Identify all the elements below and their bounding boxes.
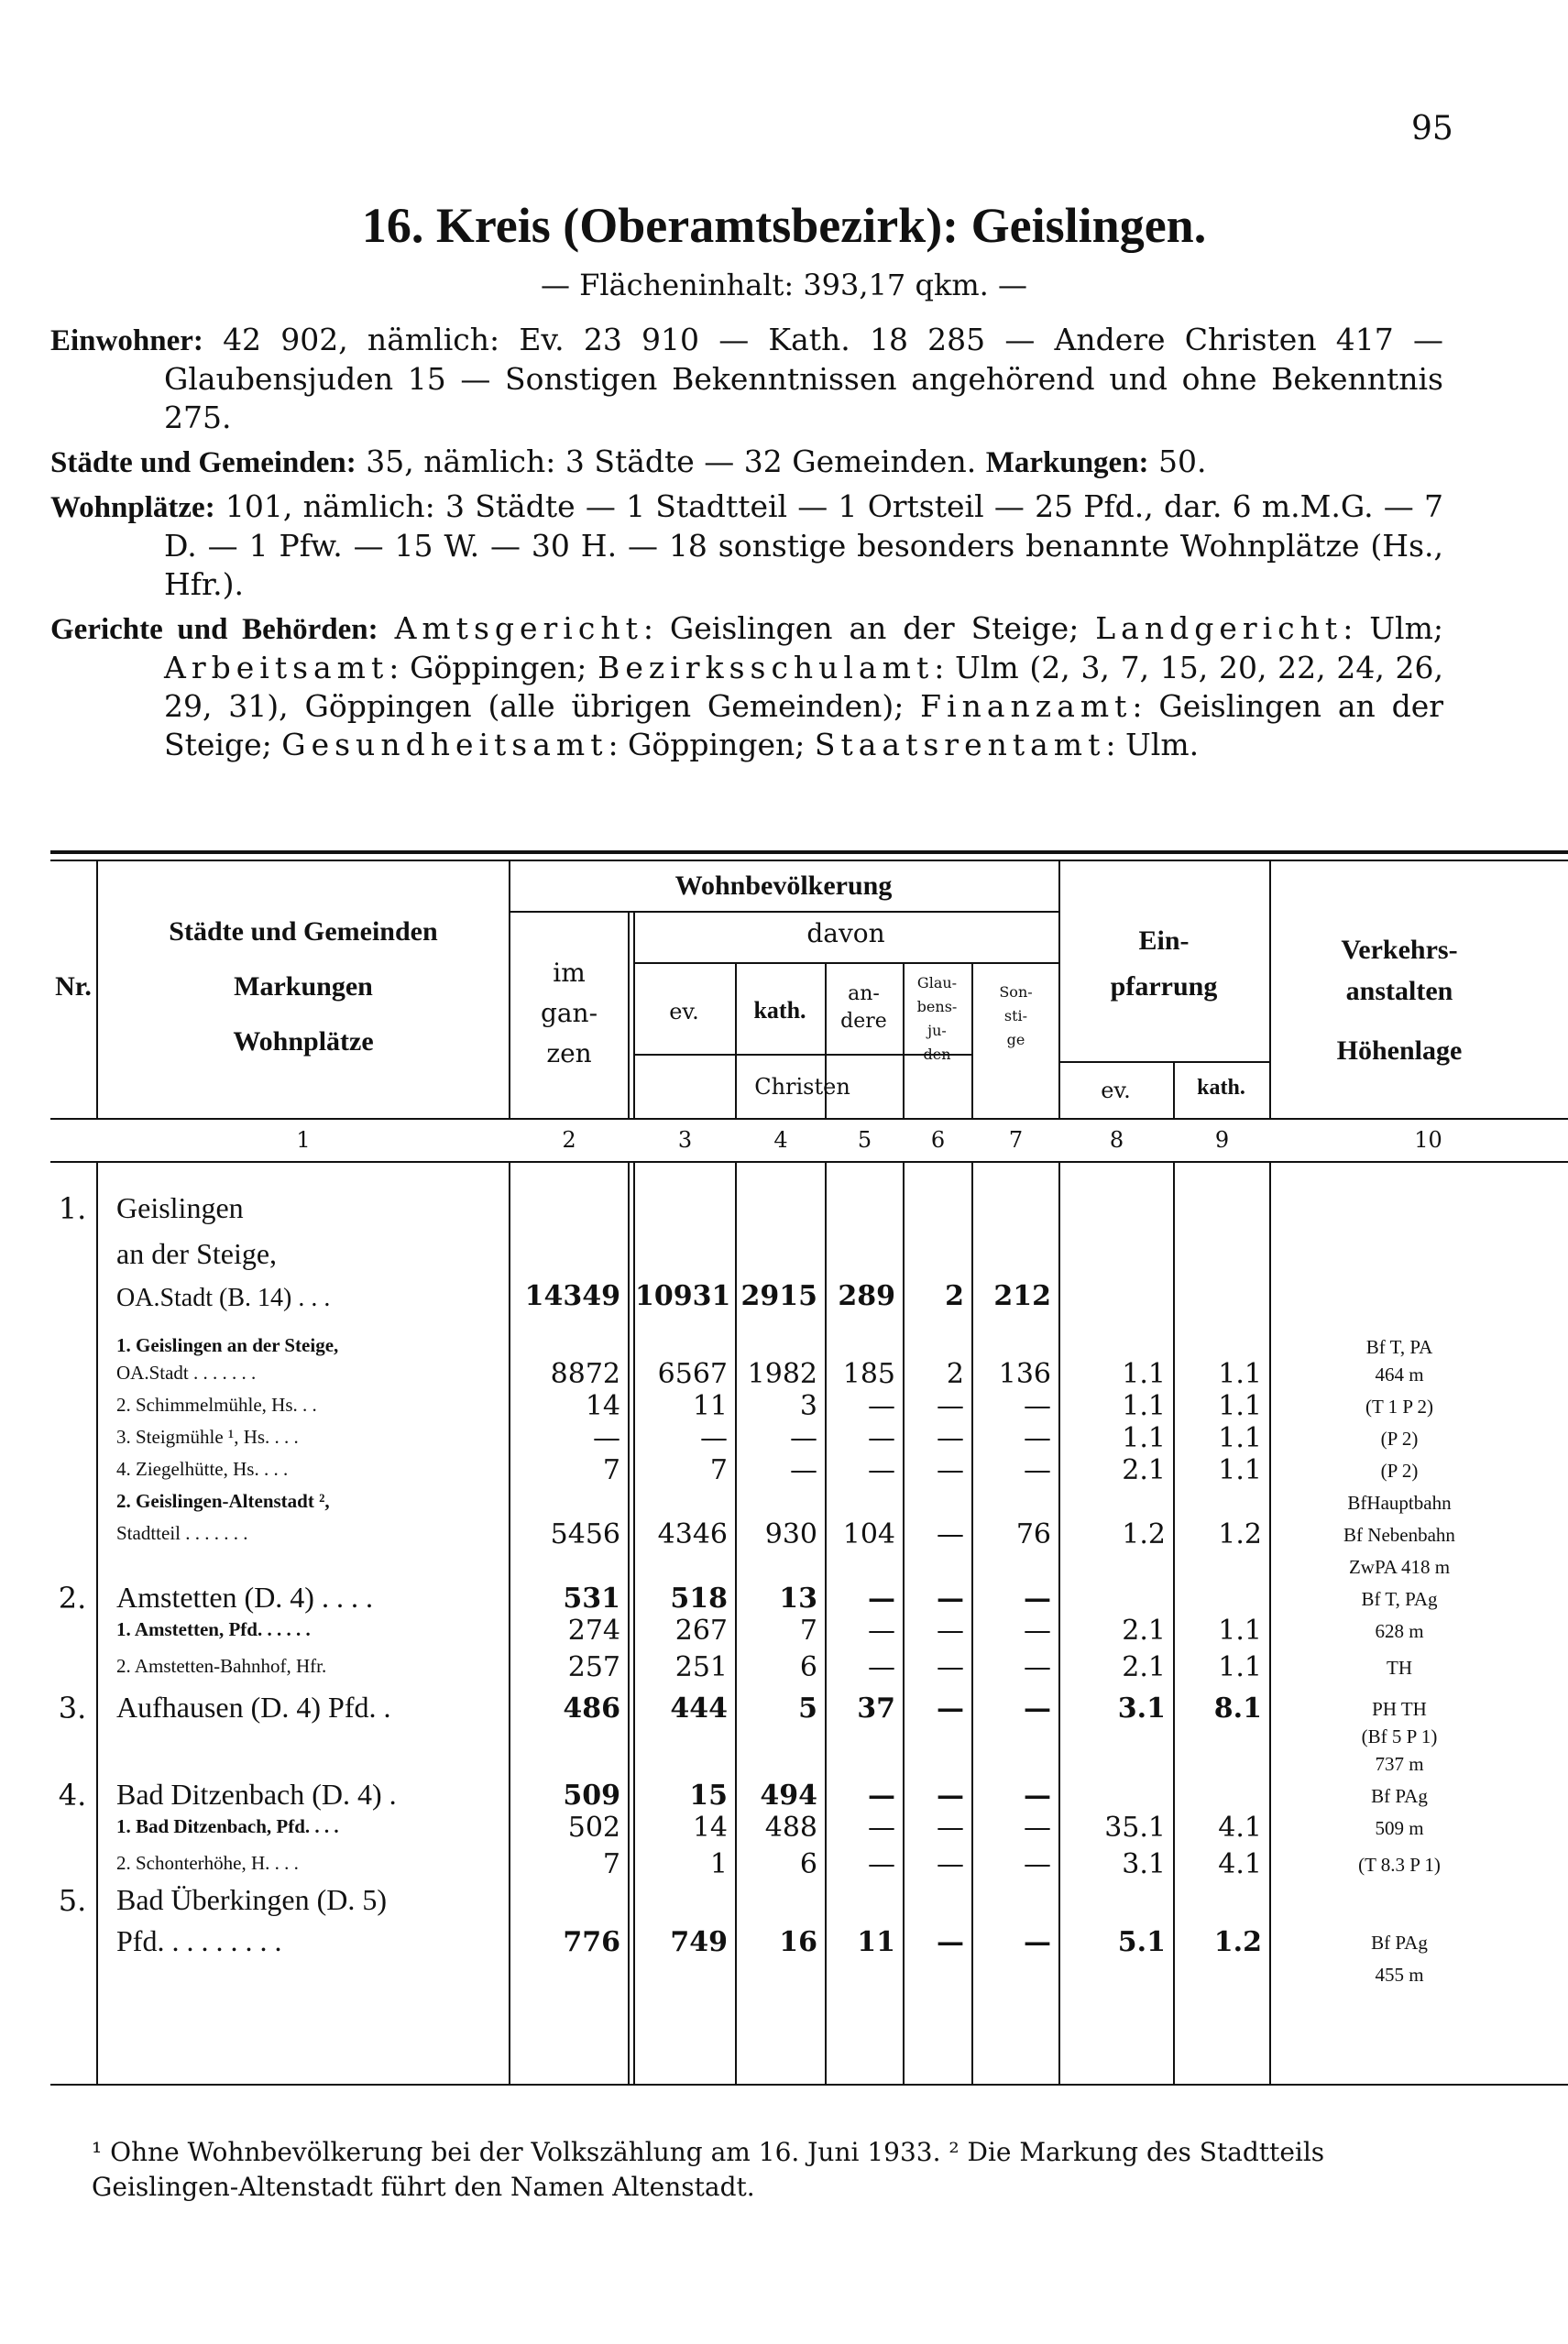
row-name: 1. Geislingen an der Steige, [116, 1334, 339, 1356]
cell-value: 16 [779, 1926, 817, 1958]
vline [628, 912, 630, 1118]
header-glau1: Glau- [916, 974, 958, 991]
gerichte-label: Gerichte und Behörden: [50, 613, 378, 646]
row-name: 2. Schonterhöhe, H. . . . [116, 1852, 299, 1874]
cell-value: — [937, 1780, 964, 1812]
gerichte-paragraph [50, 609, 1443, 764]
header-pfarr-kath: kath. [1197, 1076, 1245, 1100]
verkehr-cell: Bf T, PAg [1361, 1588, 1438, 1610]
cell-value: 7 [602, 1454, 620, 1486]
cell-value: 4346 [657, 1518, 728, 1550]
table-row [50, 1552, 1568, 1583]
hline [509, 911, 1058, 913]
column-number: 4 [773, 1127, 788, 1153]
row-name: OA.Stadt . . . . . . . [116, 1362, 257, 1384]
verkehr-cell: 464 m [1375, 1364, 1424, 1386]
verkehr-cell: BfHauptbahn [1347, 1492, 1452, 1514]
row-name: Stadtteil . . . . . . . [116, 1522, 248, 1544]
hline [1058, 1061, 1269, 1063]
cell-value: 1.1 [1218, 1615, 1262, 1647]
header-gan: gan- [540, 998, 598, 1028]
column-number: 6 [930, 1127, 946, 1153]
cell-value: — [868, 1422, 895, 1454]
cell-value: 4.1 [1218, 1848, 1262, 1880]
cell-value: 1.2 [1218, 1518, 1262, 1550]
finanzamt-label: Finanzamt [920, 688, 1133, 724]
column-number: 10 [1414, 1127, 1442, 1153]
header-davon: davon [806, 918, 885, 948]
bezirksschulamt-value: : Ulm (2, 3, 7, 15, 20, 22, 24, 26, 29, 31), Göppingen (alle übrigen Gemeinden); [164, 650, 1443, 724]
landgericht-label: Landgericht [1095, 610, 1343, 646]
cell-value: 2 [946, 1358, 964, 1390]
cell-value: 6 [799, 1848, 817, 1880]
column-number-row [50, 1120, 1568, 1161]
cell-value: — [790, 1422, 817, 1454]
table-row [50, 1653, 1568, 1684]
table-row [50, 1960, 1568, 1991]
cell-value: — [937, 1812, 964, 1844]
footnote: ¹ Ohne Wohnbevölkerung bei der Volkszählung am 16. Juni 1933. ² Die Markung des Stadtteils Geislingen-Altenstadt führt den Namen Altenstadt. [92, 2137, 1325, 2202]
cell-value: 10931 [635, 1280, 731, 1312]
cell-value: — [937, 1390, 964, 1422]
cell-value: 267 [674, 1615, 728, 1647]
hline [633, 962, 1058, 964]
row-number: 3. [58, 1691, 87, 1725]
row-name: 4. Ziegelhütte, Hs. . . . [116, 1458, 289, 1480]
row-number: 1. [58, 1191, 87, 1226]
row-name: Pfd. . . . . . . . . [116, 1924, 282, 1957]
cell-value: — [1024, 1390, 1051, 1422]
staatsrentamt-label: Staatsrentamt [814, 727, 1106, 762]
cell-value: 1.1 [1122, 1358, 1166, 1390]
table-row [50, 1691, 1568, 1725]
cell-value: 5 [798, 1692, 817, 1725]
gesundheitsamt-value: : Göppingen; [608, 727, 806, 762]
table-row [50, 1360, 1568, 1391]
cell-value: 1.1 [1218, 1422, 1262, 1454]
markungen-label: Markungen: [985, 446, 1149, 479]
header-glau4: den [923, 1046, 951, 1063]
einwohner-label: Einwohner: [50, 324, 203, 357]
cell-value: — [1024, 1615, 1051, 1647]
header-nr: Nr. [55, 971, 92, 1002]
cell-value: — [1024, 1422, 1051, 1454]
header-pfarrung: pfarrung [1110, 971, 1218, 1002]
cell-value: 257 [567, 1651, 620, 1683]
cell-value: 11 [692, 1390, 728, 1422]
row-name: 1. Amstetten, Pfd. . . . . . [116, 1618, 311, 1640]
cell-value: 6567 [657, 1358, 728, 1390]
cell-value: 531 [563, 1583, 620, 1615]
cell-value: — [868, 1390, 895, 1422]
table-row [50, 1456, 1568, 1487]
verkehr-cell: Bf PAg [1371, 1932, 1428, 1954]
row-name: Amstetten (D. 4) . . . . [116, 1581, 373, 1614]
header-christen: Christen [754, 1074, 850, 1100]
cell-value: 1.1 [1122, 1422, 1166, 1454]
header-im-ganzen [510, 953, 628, 1074]
cell-value: 76 [1015, 1518, 1051, 1550]
header-andere [825, 980, 903, 1035]
header-an: an- [848, 982, 880, 1005]
row-number: 5. [58, 1883, 87, 1918]
page-number: 95 [1411, 110, 1453, 148]
table-row [50, 1850, 1568, 1881]
row-name: Bad Ditzenbach (D. 4) . [116, 1778, 397, 1811]
bezirksschulamt-label: Bezirksschulamt [598, 650, 935, 685]
wohnplaetze-label: Wohnplätze: [50, 491, 215, 524]
verkehr-cell: PH TH [1372, 1698, 1427, 1720]
gesundheitsamt-label: Gesundheitsamt [281, 727, 609, 762]
header-son3: ge [1006, 1031, 1025, 1048]
verkehr-cell: Bf T, PA [1365, 1336, 1433, 1358]
table-row [50, 1616, 1568, 1648]
table-row [50, 1883, 1568, 1918]
arbeitsamt-label: Arbeitsamt [164, 650, 389, 685]
cell-value: 14349 [524, 1280, 620, 1312]
table-header [50, 861, 1568, 1118]
row-name: 3. Steigmühle ¹, Hs. . . . [116, 1426, 299, 1448]
cell-value: — [790, 1454, 817, 1486]
cell-value: 37 [857, 1692, 895, 1725]
cell-value: 486 [563, 1692, 620, 1725]
cell-value: 3 [799, 1390, 817, 1422]
header-staedte: Städte und Gemeinden [169, 916, 438, 947]
cell-value: 212 [993, 1280, 1051, 1312]
row-name: 1. Bad Ditzenbach, Pfd. . . . [116, 1815, 339, 1837]
cell-value: — [937, 1848, 964, 1880]
cell-value: — [937, 1651, 964, 1683]
table-row [50, 1778, 1568, 1813]
cell-value: 488 [764, 1812, 817, 1844]
cell-value: — [593, 1422, 620, 1454]
cell-value: 7 [799, 1615, 817, 1647]
verkehr-cell: 509 m [1375, 1817, 1424, 1839]
cell-value: 3.1 [1122, 1848, 1166, 1880]
cell-value: — [937, 1454, 964, 1486]
cell-value: 289 [838, 1280, 895, 1312]
column-number: 9 [1214, 1127, 1230, 1153]
verkehr-cell: 737 m [1375, 1753, 1424, 1775]
cell-value: 6 [799, 1651, 817, 1683]
table-row [50, 1520, 1568, 1551]
table-row [50, 1488, 1568, 1519]
header-wohnbevoelkerung: Wohnbevölkerung [674, 871, 893, 901]
header-zen: zen [546, 1038, 592, 1068]
cell-value: 5456 [550, 1518, 620, 1550]
table-row [50, 1392, 1568, 1423]
cell-value: 8872 [550, 1358, 620, 1390]
staedte-text: 35, nämlich: 3 Städte — 32 Gemeinden. [366, 444, 977, 479]
cell-value: 502 [567, 1812, 620, 1844]
table-row [50, 1581, 1568, 1616]
column-number: 1 [296, 1127, 311, 1153]
cell-value: 13 [779, 1583, 817, 1615]
page-title: 16. Kreis (Oberamtsbezirk): Geislingen. [361, 198, 1207, 253]
cell-value: 1.1 [1218, 1651, 1262, 1683]
verkehr-cell: TH [1387, 1657, 1412, 1679]
row-name: Aufhausen (D. 4) Pfd. . [116, 1691, 391, 1724]
markungen-text: 50. [1158, 444, 1207, 479]
cell-value: — [937, 1692, 964, 1725]
cell-value: — [868, 1454, 895, 1486]
cell-value: 518 [670, 1583, 728, 1615]
arbeitsamt-value: : Göppingen; [389, 650, 587, 685]
row-name: Geislingen [116, 1191, 244, 1224]
cell-value: — [1024, 1812, 1051, 1844]
table-bottom-rule [50, 2084, 1568, 2086]
cell-value: 7 [709, 1454, 728, 1486]
column-number: 5 [857, 1127, 872, 1153]
header-pfarr-ev: ev. [1101, 1078, 1131, 1103]
header-son1: Son- [999, 983, 1033, 1001]
cell-value: 274 [567, 1615, 620, 1647]
cell-value: — [868, 1583, 895, 1615]
column-number: 3 [677, 1127, 693, 1153]
header-im: im [553, 958, 586, 988]
finanzamt-value: : Geislingen an der Steige; [164, 688, 1443, 762]
cell-value: 509 [563, 1780, 620, 1812]
amtsgericht-label: Amtsgericht [394, 610, 643, 646]
cell-value: 494 [760, 1780, 817, 1812]
table-row [50, 1813, 1568, 1845]
cell-value: 251 [674, 1651, 728, 1683]
table-body [50, 1163, 1568, 2084]
cell-value: — [1024, 1692, 1051, 1725]
verkehr-cell: (T 8.3 P 1) [1358, 1854, 1441, 1876]
table-row [50, 1237, 1568, 1272]
cell-value: 1.1 [1218, 1390, 1262, 1422]
staedte-paragraph [50, 443, 1443, 482]
table-row [50, 1191, 1568, 1226]
header-verkehrs: Verkehrs- [1341, 935, 1458, 965]
row-name: Bad Überkingen (D. 5) [116, 1883, 388, 1916]
cell-value: — [1024, 1454, 1051, 1486]
header-anstalten: anstalten [1345, 976, 1453, 1006]
row-number: 2. [58, 1581, 87, 1616]
column-number: 2 [562, 1127, 576, 1153]
cell-value: — [1024, 1780, 1051, 1812]
header-glau2: bens- [916, 998, 958, 1015]
row-name: OA.Stadt (B. 14) . . . [116, 1284, 331, 1312]
staatsrentamt-value: : Ulm. [1105, 727, 1200, 762]
intro-block [50, 321, 1443, 770]
cell-value: 185 [842, 1358, 895, 1390]
table-row [50, 1282, 1568, 1313]
wohnplaetze-paragraph [50, 487, 1443, 604]
cell-value: — [868, 1812, 895, 1844]
cell-value: 1 [709, 1848, 728, 1880]
verkehr-cell: 628 m [1375, 1620, 1424, 1642]
header-ev: ev. [669, 999, 699, 1024]
row-number: 4. [58, 1778, 87, 1813]
verkehr-cell: Bf PAg [1371, 1785, 1428, 1807]
cell-value: 776 [563, 1926, 620, 1958]
cell-value: 4.1 [1218, 1812, 1262, 1844]
cell-value: — [1024, 1651, 1051, 1683]
cell-value: 1982 [747, 1358, 817, 1390]
cell-value: — [868, 1780, 895, 1812]
cell-value: — [937, 1615, 964, 1647]
cell-value: 11 [857, 1926, 895, 1958]
cell-value: 104 [842, 1518, 895, 1550]
verkehr-cell: ZwPA 418 m [1348, 1556, 1451, 1578]
cell-value: — [937, 1422, 964, 1454]
header-ein: Ein- [1138, 926, 1190, 956]
cell-value: — [700, 1422, 728, 1454]
verkehr-cell: (Bf 5 P 1) [1361, 1725, 1438, 1747]
cell-value: 14 [692, 1812, 728, 1844]
staedte-label: Städte und Gemeinden: [50, 446, 356, 479]
header-dere: dere [840, 1010, 887, 1033]
cell-value: 8.1 [1213, 1692, 1262, 1725]
verkehr-cell: (T 1 P 2) [1365, 1396, 1434, 1418]
amtsgericht-value: : Geislingen an der Steige; [642, 610, 1080, 646]
header-son2: sti- [1003, 1007, 1028, 1024]
cell-value: 1.2 [1122, 1518, 1166, 1550]
header-glaubensjuden [903, 971, 971, 1067]
verkehr-cell: (P 2) [1380, 1428, 1419, 1450]
cell-value: — [1024, 1926, 1051, 1958]
cell-value: 2915 [740, 1280, 817, 1312]
cell-value: 749 [670, 1926, 728, 1958]
cell-value: 2.1 [1122, 1615, 1166, 1647]
cell-value: 136 [998, 1358, 1051, 1390]
header-markungen: Markungen [234, 971, 373, 1002]
table-row [50, 1749, 1568, 1780]
cell-value: 930 [764, 1518, 817, 1550]
cell-value: — [937, 1926, 964, 1958]
cell-value: — [868, 1651, 895, 1683]
column-number: 7 [1008, 1127, 1024, 1153]
header-kath: kath. [753, 997, 806, 1024]
verkehr-cell: (P 2) [1380, 1460, 1419, 1482]
row-name: 2. Schimmelmühle, Hs. . . [116, 1394, 317, 1416]
cell-value: 2.1 [1122, 1454, 1166, 1486]
cell-value: 2 [945, 1280, 964, 1312]
cell-value: — [937, 1583, 964, 1615]
table-top-rule-1 [50, 850, 1568, 854]
cell-value: 3.1 [1117, 1692, 1166, 1725]
row-name: 2. Amstetten-Bahnhof, Hfr. [116, 1655, 327, 1677]
cell-value: 1.1 [1122, 1390, 1166, 1422]
cell-value: 35.1 [1104, 1812, 1166, 1844]
cell-value: 1.1 [1218, 1358, 1262, 1390]
cell-value: — [937, 1518, 964, 1550]
header-wohnplaetze: Wohnplätze [233, 1026, 374, 1057]
header-hoehenlage: Höhenlage [1336, 1035, 1463, 1066]
row-name: an der Steige, [116, 1237, 278, 1270]
verkehr-cell: Bf Nebenbahn [1343, 1524, 1455, 1546]
einwohner-paragraph [50, 321, 1443, 437]
column-number: 8 [1109, 1127, 1124, 1153]
wohnplaetze-text: 101, nämlich: 3 Städte — 1 Stadtteil — 1 Ortsteil — 25 Pfd., dar. 6 m.M.G. — 7 D. — 1 Pfw. — 15 W. — 30 H. — 18 sonstige besonders benannte Wohnplätze (Hs., Hfr.). [164, 488, 1443, 602]
table-row [50, 1924, 1568, 1959]
cell-value: 444 [670, 1692, 728, 1725]
cell-value: — [1024, 1583, 1051, 1615]
area-subtitle: — Flächeninhalt: 393,17 qkm. — [540, 268, 1028, 302]
cell-value: — [1024, 1848, 1051, 1880]
landgericht-value: : Ulm; [1343, 610, 1443, 646]
cell-value: 1.2 [1213, 1926, 1262, 1958]
cell-value: — [868, 1848, 895, 1880]
cell-value: — [868, 1615, 895, 1647]
header-sonstige [973, 980, 1058, 1052]
cell-value: 7 [602, 1848, 620, 1880]
header-glau3: ju- [927, 1022, 947, 1039]
cell-value: 5.1 [1117, 1926, 1166, 1958]
table-row [50, 1424, 1568, 1455]
row-name: 2. Geislingen-Altenstadt ², [116, 1490, 330, 1512]
cell-value: 14 [585, 1390, 620, 1422]
cell-value: 1.1 [1218, 1454, 1262, 1486]
verkehr-cell: 455 m [1375, 1964, 1424, 1986]
einwohner-text: 42 902, nämlich: Ev. 23 910 — Kath. 18 285 — Andere Christen 417 — Glaubensjuden 15 — Sonstigen Bekenntnissen angehörend und ohne Bekenntnis 275. [164, 322, 1443, 435]
cell-value: 2.1 [1122, 1651, 1166, 1683]
table-row [50, 1722, 1568, 1753]
cell-value: 15 [689, 1780, 728, 1812]
